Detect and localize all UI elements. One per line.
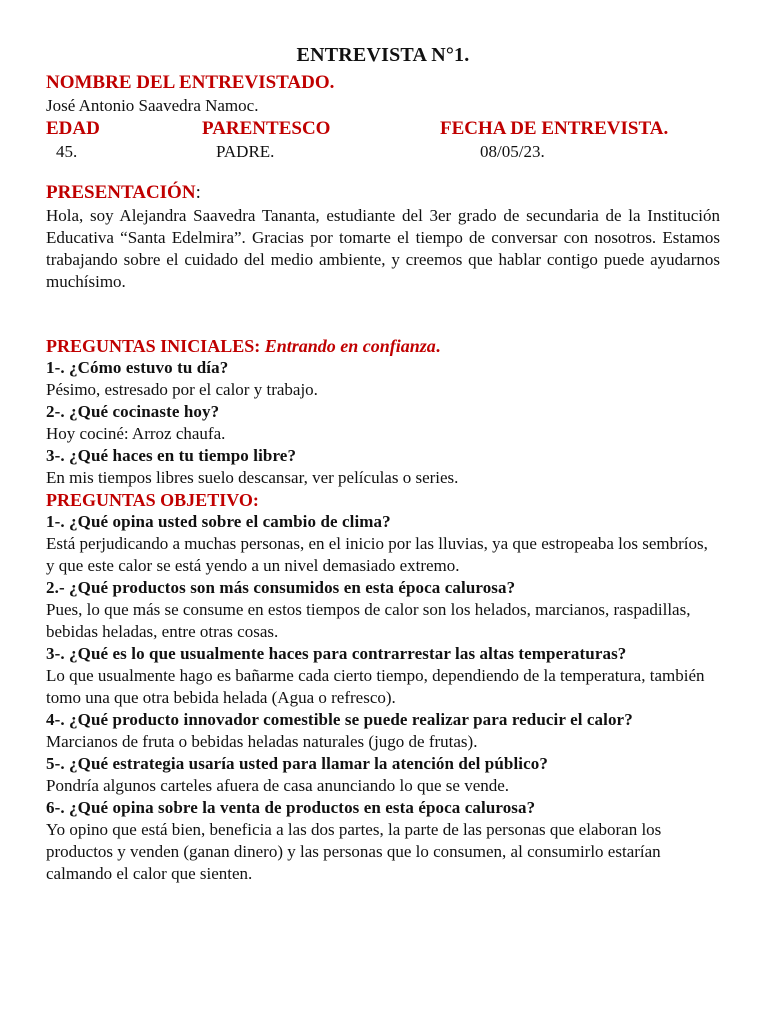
question: 2.- ¿Qué productos son más consumidos en esta época calurosa? [46, 578, 516, 597]
nombre-label: NOMBRE DEL ENTREVISTADO. [46, 72, 335, 93]
question: 5-. ¿Qué estrategia usaría usted para llamar la atención del público? [46, 754, 548, 773]
question: 3-. ¿Qué haces en tu tiempo libre? [46, 446, 297, 465]
question: 1-. ¿Qué opina usted sobre el cambio de clima? [46, 512, 391, 531]
parentesco-label: PARENTESCO [202, 118, 331, 139]
answer: Hoy cociné: Arroz chaufa. [46, 424, 226, 443]
iniciales-end: . [435, 336, 441, 356]
answer: Está perjudicando a muchas personas, en el inicio por las lluvias, ya que estropeaba los sembríos, y que este calor se está yendo a un nivel demasiado extremo. [46, 534, 708, 575]
answer: Pondría algunos carteles afuera de casa anunciando lo que se vende. [46, 776, 510, 795]
answer: Lo que usualmente hago es bañarme cada cierto tiempo, dependiendo de la temperatura, también tomo una que otra bebida helada (Agua o refresco). [46, 666, 705, 707]
info-headers [46, 117, 720, 141]
objetivo-list [46, 511, 720, 885]
fecha-label: FECHA DE ENTREVISTA. [440, 118, 669, 139]
answer: Pésimo, estresado por el calor y trabajo. [46, 380, 318, 399]
question: 1-. ¿Cómo estuvo tu día? [46, 358, 229, 377]
edad-value: 45. [56, 142, 78, 161]
presentacion-text: Hola, soy Alejandra Saavedra Tananta, estudiante del 3er grado de secundaria de la Institución Educativa “Santa Edelmira”. Gracias por tomarte el tiempo de conversar con nosotros. Estamos trabajando sobre el cuidado del medio ambiente, y creemos que hablar contigo puede ayudarnos muchísimo. [46, 206, 720, 291]
answer: Pues, lo que más se consume en estos tiempos de calor son los helados, marcianos, raspadillas, bebidas heladas, entre otras cosas. [46, 600, 691, 641]
fecha-value: 08/05/23. [480, 142, 545, 161]
answer: En mis tiempos libres suelo descansar, ver películas o series. [46, 468, 459, 487]
document-title: ENTREVISTA N°1. [296, 44, 470, 66]
question: 2-. ¿Qué cocinaste hoy? [46, 402, 220, 421]
presentacion-heading [46, 181, 720, 205]
iniciales-heading [46, 335, 720, 357]
objetivo-heading: PREGUNTAS OBJETIVO: [46, 490, 259, 510]
question: 6-. ¿Qué opina sobre la venta de productos en esta época calurosa? [46, 798, 536, 817]
answer: Yo opino que está bien, beneficia a las dos partes, la parte de las personas que elaboran los productos y venden (ganan dinero) y las personas que lo consumen, al consumirlo estarían calmando el calor que sienten. [46, 820, 662, 883]
edad-label: EDAD [46, 118, 100, 139]
nombre-value: José Antonio Saavedra Namoc. [46, 96, 259, 115]
parentesco-value: PADRE. [216, 142, 275, 161]
question: 4-. ¿Qué producto innovador comestible se puede realizar para reducir el calor? [46, 710, 633, 729]
presentacion-label: PRESENTACIÓN [46, 182, 196, 203]
info-values [46, 141, 720, 163]
question: 3-. ¿Qué es lo que usualmente haces para contrarrestar las altas temperaturas? [46, 644, 627, 663]
answer: Marcianos de fruta o bebidas heladas naturales (jugo de frutas). [46, 732, 478, 751]
iniciales-label: PREGUNTAS INICIALES: [46, 336, 261, 356]
presentacion-colon: : [195, 182, 201, 203]
iniciales-subtitle: Entrando en confianza [264, 336, 436, 356]
iniciales-list [46, 357, 720, 489]
